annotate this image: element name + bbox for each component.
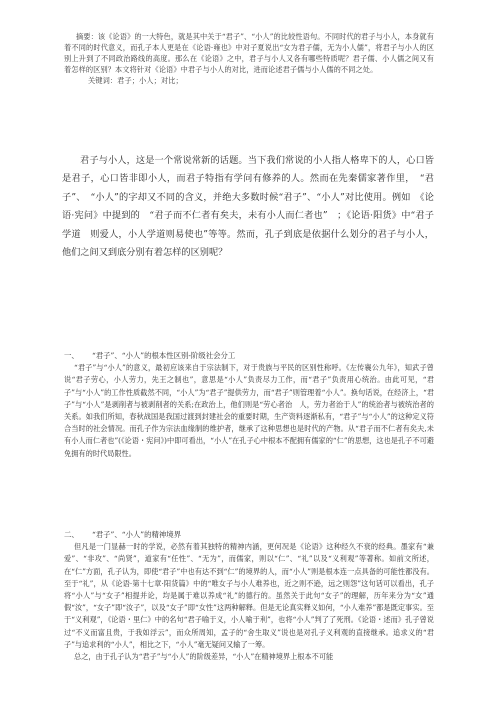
section-two-number: 二、 xyxy=(64,530,79,539)
section-two-tail: 总之，由于孔子认为“君子”与“小人”的阶级差异，“小人”在精神境界上根本不可能 xyxy=(74,652,334,662)
section-one-heading xyxy=(64,350,434,362)
section-one-body: “君子”与“小人”的意义，最初应该来自于宗法制下，对于贵族与平民的区别性称呼。《左传襄公九年》，知武子曾说“君子劳心，小人劳力，先王之制也”，意思是“小人”负责尽力工作，而“君子”负责用心统治。由此可见，“君子”与“小人”的工作性质截然不同，“小人”为“君子”提供劳力，而“君子”则管理着“小人”。换句话说，在经济上，“君子”与“小人”是剥削者与被剥削者的关系;在政治上，他们则是“劳心者治 人，劳力者治于人”的统治者与被统治者的关系。如我们所知，春秋战国是我国过渡到封建社会的重要时期，生产资料逐渐私有，“君子”与“小人”的这种定义符合当时的社会情况。而孔子作为宗法血缘制的维护者，继承了这种思想也是时代的产物。从“君子而不仁者有矣夫,未有小人而仁者也”(《论语・宪问》)中即可看出，“小人”在孔子心中根本不配拥有儒家的“仁”的思想，这也是孔子不可避免拥有的时代局限性。 xyxy=(64,363,434,458)
keywords-line: 关键词：君子；小人；对比； xyxy=(88,75,183,85)
section-one-title: “君子”、“小人”的根本性区别-阶级社会分工 xyxy=(92,351,236,360)
section-one xyxy=(64,350,434,460)
section-two xyxy=(64,529,434,663)
intro-block xyxy=(62,152,434,262)
section-one-number: 一、 xyxy=(64,351,79,360)
intro-paragraph: 君子与小人，这是一个常说常新的话题。当下我们常说的小人指人格卑下的人，心口皆是君子，心口皆非即小人，而君子特指有学问有修养的人。然而在先秦儒家著作里， “君子”、 “小人”的字却又不同的含义，并绝大多数时候“君子”、“小人”对比使用。例如 《论语·宪问》中提到的 “君子而不仁者有矣夫，未有小人而仁者也” ；《论语·阳货》中“君子学道 则爱人，小人学道则易使也”等等。然而，孔子到底是依据什么划分的君子与小人，他们之间又到底分别有着怎样的区别呢？ xyxy=(62,155,434,259)
section-two-body: 但凡是一门显赫一时的学说，必然有着其独特的精神内涵，更何况是《论语》这种经久不衰的经典。墨家有“兼爱”、“非攻”、“尚贤”，道家有“任性”、“无为”，而儒家，则以“仁”、“礼”以及“义利观”等著称。如前文所述，在“仁”方面，孔子认为，即使“君子”中也有达不到“仁”的境界的人，而“小人”则是根本连一点具备的可能性都没有。至于“礼”，从《论语·第十七章·阳货篇》中的“唯女子与小人难养也，近之则不逊，远之则怨”这句话可以看出，孔子将“小人”与“女子”相提并论，均是属于难以养成“礼”的德行的。虽然关于此句“女子”的理解，历年来分为“女”通假“汝”，“女子”即“汝子”，以及“女子”即“女性”这两种解释。但是无论真实释义如何，“小人难养”都是既定事实。至于“义利观”，《论语・里仁》中的名句“君子喻于义，小人喻于利”，也将“小人”判了了死刑。《论语・述而》孔子曾说过“不义而富且贵，于我如浮云”，而众所周知，孟子的“舍生取义”说也是对孔子义利观的直接继承。追求义的“君子”与追求利的“小人”，相比之下，“小人”毫无疑问又输了一筹。 xyxy=(64,542,434,649)
abstract-block xyxy=(64,32,434,87)
abstract-text: 摘要：该《论语》的一大特色，就是其中关于“君子”、“小人”的比较性语句。不同时代的君子与小人，本身就有着不同的时代意义，而孔子本人更是在《论语·雍也》中对子夏说出“女为君子儒，无为小人儒”，将君子与小人的区别上升到了不同政治路线的高度。那么在《论语》之中，君子与小人又各有哪些特质呢？君子儒、小人儒之间又有着怎样的区别？本文将针对《论语》中君子与小人的对比，进而论述君子儒与小人儒的不同之处。 xyxy=(64,32,434,74)
section-two-title: “君子”、“小人”的精神境界 xyxy=(92,530,182,539)
section-two-heading xyxy=(64,529,434,541)
